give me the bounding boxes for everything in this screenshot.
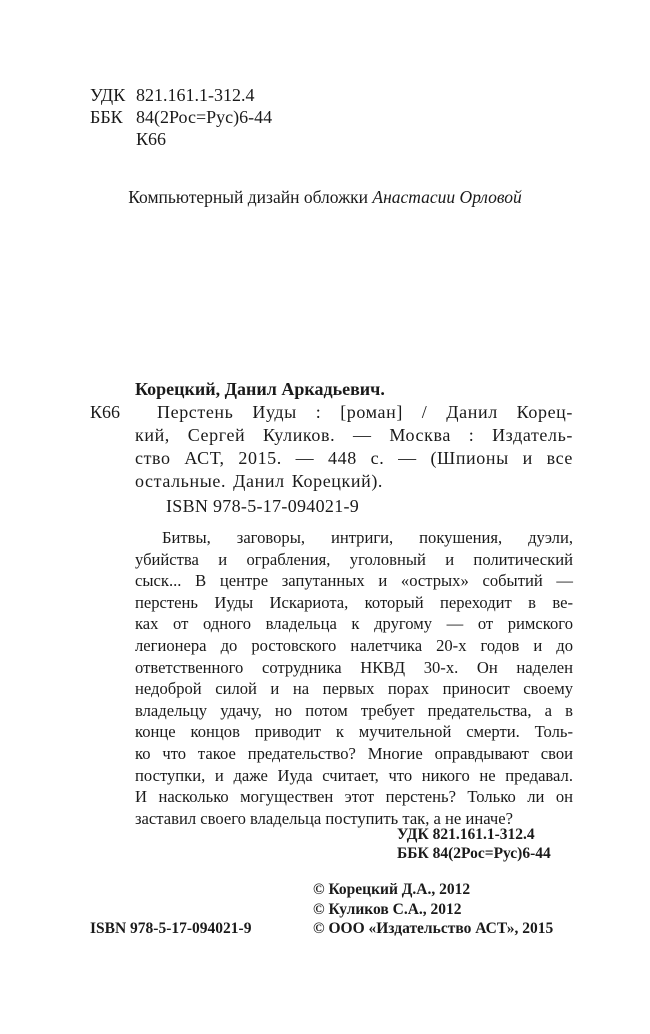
bbk-row	[90, 106, 272, 128]
copyright-block	[313, 880, 553, 939]
bbk-label: ББК	[90, 107, 123, 127]
annotation-line: И насколько могуществен этот перстень? Только ли он	[135, 787, 573, 807]
biblio-line: остальные. Данил Корецкий).	[135, 471, 384, 491]
copyright-line: © Корецкий Д.А., 2012	[313, 881, 471, 898]
cover-design-credit	[0, 186, 650, 208]
author-mark: К66	[136, 129, 167, 149]
udk-value: 821.161.1-312.4	[136, 85, 255, 105]
author-heading: Корецкий, Данил Аркадьевич.	[135, 379, 385, 399]
annotation-line: легионера до ростовского налетчика 20-х годов и до	[135, 635, 573, 655]
annotation-line: Битвы, заговоры, интриги, покушения, дуэли,	[162, 528, 573, 547]
biblio-line: ство АСТ, 2015. — 448 с. — (Шпионы и все	[135, 448, 573, 468]
bibliographic-description	[135, 401, 573, 493]
annotation-line: сыск... В центре запутанных и «острых» событий —	[135, 571, 573, 591]
annotation-line: недоброй силой и на первых порах приносит своему	[135, 679, 573, 699]
classification-block	[90, 84, 272, 150]
udk-label: УДК	[90, 85, 126, 105]
bottom-isbn: ISBN 978-5-17-094021-9	[90, 920, 252, 937]
designer-name: Анастасии Орловой	[372, 187, 522, 207]
annotation-line: заставил своего владельца поступить так, а не иначе?	[135, 808, 513, 828]
copyright-line: © Куликов С.А., 2012	[313, 900, 462, 918]
annotation-line: ко что такое предательство? Многие оправдывают свои	[135, 743, 573, 763]
annotation-line: ках от одного владельца к другому — от римского	[135, 614, 573, 634]
bbk-value: 84(2Рос=Рус)6-44	[136, 107, 273, 127]
biblio-line: Перстень Иуды : [роман] / Данил Корец-	[157, 402, 573, 422]
udk-row	[90, 84, 272, 106]
bottom-classification	[397, 825, 551, 863]
bottom-bbk: ББК 84(2Рос=Рус)6-44	[397, 845, 551, 862]
record-isbn: ISBN 978-5-17-094021-9	[166, 496, 360, 516]
annotation-line: перстень Иуды Искариота, который переходит в ве-	[135, 592, 573, 612]
record-author-mark: К66	[90, 402, 121, 422]
annotation-line: ответственного сотрудника НКВД 30-х. Он наделен	[135, 657, 573, 677]
annotation-line: поступки, и даже Иуда считает, что никого не предавал.	[135, 765, 573, 785]
annotation	[135, 527, 573, 829]
author-mark-row	[90, 128, 272, 150]
bottom-udk: УДК 821.161.1-312.4	[397, 826, 535, 843]
annotation-line: владельцу удачу, но потом требует предательства, а в	[135, 700, 573, 720]
copyright-line: © ООО «Издательство АСТ», 2015	[313, 920, 554, 937]
biblio-line: кий, Сергей Куликов. — Москва : Издатель-	[135, 425, 573, 445]
credit-prefix: Компьютерный дизайн обложки	[128, 187, 373, 207]
annotation-line: убийства и ограбления, уголовный и политический	[135, 549, 573, 569]
annotation-line: конце концов приводит к мучительной смерти. Толь-	[135, 722, 573, 742]
